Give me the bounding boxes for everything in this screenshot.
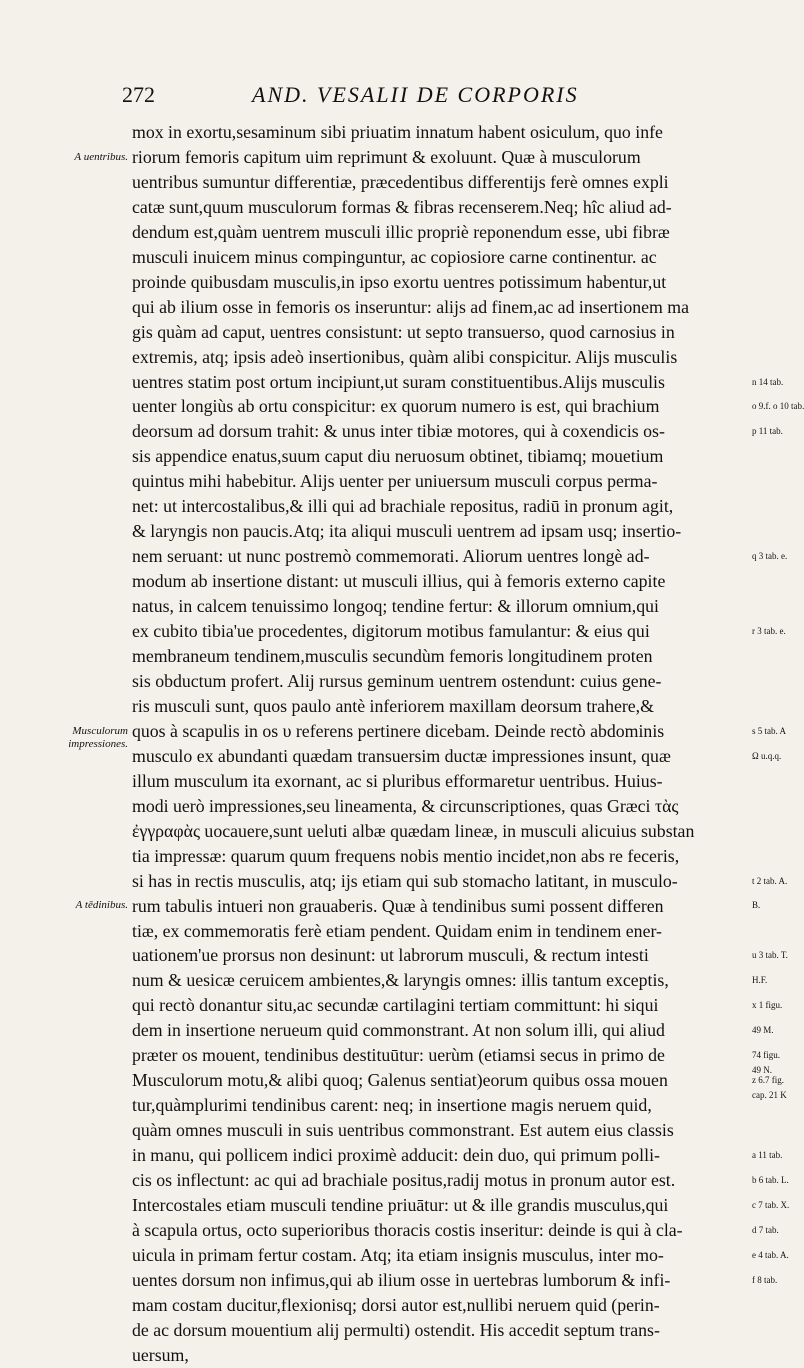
text-line: quàm omnes musculi in suis uentribus commonstrant. Est autem eius classis bbox=[132, 1120, 674, 1141]
text-line: deorsum ad dorsum trahit: & unus inter tibiæ motores, qui à coxendicis os- bbox=[132, 421, 665, 442]
text-line: qui ab ilium osse in femoris os inseruntur: alijs ad finem,ac ad insertionem ma bbox=[132, 296, 690, 317]
text-line: extremis, atq; ipsis adeò insertionibus, quàm alibi conspicitur. Alijs musculis bbox=[132, 346, 678, 367]
text-line: ex cubito tibia'ue procedentes, digitorum motibus famulantur: & eius qui bbox=[132, 621, 650, 642]
margin-note-right: r 3 tab. e. bbox=[752, 626, 786, 636]
text-line: modi uerò impressiones,seu lineamenta, & circunscriptiones, quas Græci τὰς bbox=[132, 795, 679, 816]
text-line: à scapula ortus, octo superioribus thoracis costis inseritur: deinde is qui à cla- bbox=[132, 1219, 683, 1240]
text-line: ris musculi sunt, quos paulo antè inferiorem maxillam deorsum trahere,& bbox=[132, 695, 654, 716]
margin-note-right: f 8 tab. bbox=[752, 1274, 778, 1285]
text-line: mam costam ducitur,flexionisq; dorsi autor est,nullibi neruem quid (perin- bbox=[132, 1294, 660, 1315]
text-line: musculi inuicem minus compinguntur, ac copiosiore carne continentur. ac bbox=[132, 246, 657, 267]
margin-note-right: B. bbox=[752, 900, 761, 911]
margin-note-right: c 7 tab. X. bbox=[752, 1199, 790, 1210]
text-line: quos à scapulis in os υ referens pertinere dicebam. Deinde rectò abdominis bbox=[132, 720, 665, 741]
text-line: uenter longiùs ab ortu conspicitur: ex quorum numero is est, qui brachium bbox=[132, 396, 660, 417]
text-line: tur,quàmplurimi tendinibus carent: neq; in insertione magis neruem quid, bbox=[132, 1095, 652, 1116]
margin-note-right: p 11 tab. bbox=[752, 426, 783, 437]
text-line: uentes dorsum non infimus,qui ab ilium osse in uertebras lumborum & infi- bbox=[132, 1269, 671, 1290]
margin-note-right: 49 M. bbox=[752, 1025, 774, 1036]
margin-note-right: z 6.7 fig. bbox=[752, 1075, 784, 1086]
text-line: dendum est,quàm uentrem musculi illic propriè reponendum esse, ubi fibræ bbox=[132, 221, 670, 242]
margin-note-left: A uentribus. bbox=[74, 150, 128, 163]
margin-note-right: b 6 tab. L. bbox=[752, 1174, 789, 1185]
text-line: net: ut intercostalibus,& illi qui ad brachiale repositus, radiū in pronum agit, bbox=[132, 496, 674, 517]
text-line: sis appendice enatus,suum caput diu neruosum obtinet, tibiamq; mouetium bbox=[132, 446, 664, 467]
text-line: nem seruant: ut nunc postremò commemorati. Aliorum uentres longè ad- bbox=[132, 546, 650, 567]
text-line: cis os inflectunt: ac qui ad brachiale positus,radij motus in pronum autor est. bbox=[132, 1170, 676, 1191]
text-line: dem in insertione nerueum quid commonstrant. At non solum illi, qui aliud bbox=[132, 1020, 665, 1041]
text-line: tiæ, ex commemoratis ferè etiam pendent. Quidam enim in tendinem ener- bbox=[132, 920, 662, 941]
margin-note-right: H.F. bbox=[752, 975, 768, 986]
margin-note-left: A tēdinibus. bbox=[75, 899, 128, 912]
text-line: modum ab insertione distant: ut musculi illius, qui à femoris externo capite bbox=[132, 571, 666, 592]
margin-note-right: 49 N. bbox=[752, 1065, 772, 1076]
text-line: catæ sunt,quum musculorum formas & fibras recenserem.Neq; hîc aliud ad- bbox=[132, 196, 672, 217]
running-title: AND. VESALII DE CORPORIS bbox=[252, 82, 579, 107]
text-line: si has in rectis musculis, atq; ijs etiam qui sub stomacho latitant, in musculo- bbox=[132, 870, 678, 891]
margin-note-right: o 9.f. o 10 tab. bbox=[752, 401, 804, 412]
page-header bbox=[122, 80, 752, 116]
text-line: membraneum tendinem,musculis secundùm femoris longitudinem proten bbox=[132, 646, 653, 667]
text-line: præter os mouent, tendinibus destituūtur: uerùm (etiamsi secus in primo de bbox=[132, 1045, 665, 1066]
margin-note-right: a 11 tab. bbox=[752, 1149, 783, 1160]
text-line: tia impressæ: quarum quum frequens nobis mentio incidet,non abs re feceris, bbox=[132, 845, 680, 866]
text-line: uersum, bbox=[132, 1344, 189, 1365]
text-line: mox in exortu,sesaminum sibi priuatim innatum habent osiculum, quo infe bbox=[132, 122, 663, 142]
margin-note-right: q 3 tab. e. bbox=[752, 551, 788, 562]
margin-note-right: Ω u.q.q. bbox=[752, 750, 782, 761]
text-line: num & uesicæ ceruicem ambientes,& laryngis omnes: illis tantum exceptis, bbox=[132, 970, 669, 991]
margin-note-left: Musculorum impressiones. bbox=[68, 724, 128, 750]
text-line: gis quàm ad caput, uentres consistunt: ut septo transuerso, quod carnosius in bbox=[132, 321, 675, 342]
page-number: 272 bbox=[122, 82, 155, 107]
text-line: & laryngis non paucis.Atq; ita aliqui musculi uentrem ad ipsam usq; insertio- bbox=[132, 521, 682, 542]
text-line: uentres statim post ortum incipiunt,ut suram constituentibus.Alijs musculis bbox=[132, 371, 665, 392]
text-line: in manu, qui pollicem indici proximè adducit: dein duo, qui primum polli- bbox=[132, 1145, 660, 1166]
text-line: uicula in primam fertur costam. Atq; ita etiam insignis musculus, inter mo- bbox=[132, 1244, 664, 1265]
text-line: uentribus sumuntur differentiæ, præcedentibus differentijs ferè omnes expli bbox=[132, 171, 669, 192]
text-line: riorum femoris capitum uim reprimunt & exoluunt. Quæ à musculorum bbox=[132, 146, 641, 167]
text-line: musculo ex abundanti quædam transuersim ductæ impressiones insunt, quæ bbox=[132, 745, 671, 766]
margin-note-right: t 2 tab. A. bbox=[752, 875, 788, 886]
margin-note-right: n 14 tab. bbox=[752, 376, 784, 387]
text-line: uationem'ue prorsus non desinunt: ut labrorum musculi, & rectum intesti bbox=[132, 945, 649, 966]
text-line: de ac dorsum mouentium alij permulti) ostendit. His accedit septum trans- bbox=[132, 1319, 660, 1340]
text-line: sis obductum profert. Alij rursus geminum uentrem ostendunt: cuius gene- bbox=[132, 670, 662, 691]
margin-note-right: x 1 figu. bbox=[752, 1000, 783, 1011]
margin-note-right: u 3 tab. T. bbox=[752, 950, 788, 961]
text-line: rum tabulis intueri non grauaberis. Quæ à tendinibus sumi possent differen bbox=[132, 895, 664, 916]
text-line: Musculorum motu,& alibi quoq; Galenus sentiat)eorum quibus ossa mouen bbox=[132, 1070, 668, 1091]
text-line: Intercostales etiam musculi tendine priuātur: ut & ille grandis musculus,qui bbox=[132, 1194, 669, 1215]
text-line: natus, in calcem tenuissimo longoq; tendine fertur: & illorum omnium,qui bbox=[132, 596, 659, 617]
margin-note-right: 74 figu. bbox=[752, 1050, 780, 1061]
text-line: ἐγγραφὰς uocauere,sunt ueluti albæ quædam lineæ, in musculi alicuius substan bbox=[132, 820, 695, 841]
body-text bbox=[132, 120, 750, 1368]
text-line: quintus mihi habebitur. Alijs uenter per uniuersum musculi corpus perma- bbox=[132, 471, 658, 492]
margin-note-right: cap. 21 K bbox=[752, 1090, 787, 1101]
margin-note-right: d 7 tab. bbox=[752, 1224, 779, 1235]
margin-note-right: e 4 tab. A. bbox=[752, 1249, 789, 1260]
text-line: qui rectò donantur situ,ac secundæ cartilagini tertiam committunt: hi siqui bbox=[132, 995, 659, 1016]
text-line: illum musculum ita exornant, ac si pluribus efformaretur uentribus. Huius- bbox=[132, 770, 663, 791]
margin-note-right: s 5 tab. A bbox=[752, 725, 787, 736]
text-line: proinde quibusdam musculis,in ipso exortu uentres potissimum habentur,ut bbox=[132, 271, 667, 292]
